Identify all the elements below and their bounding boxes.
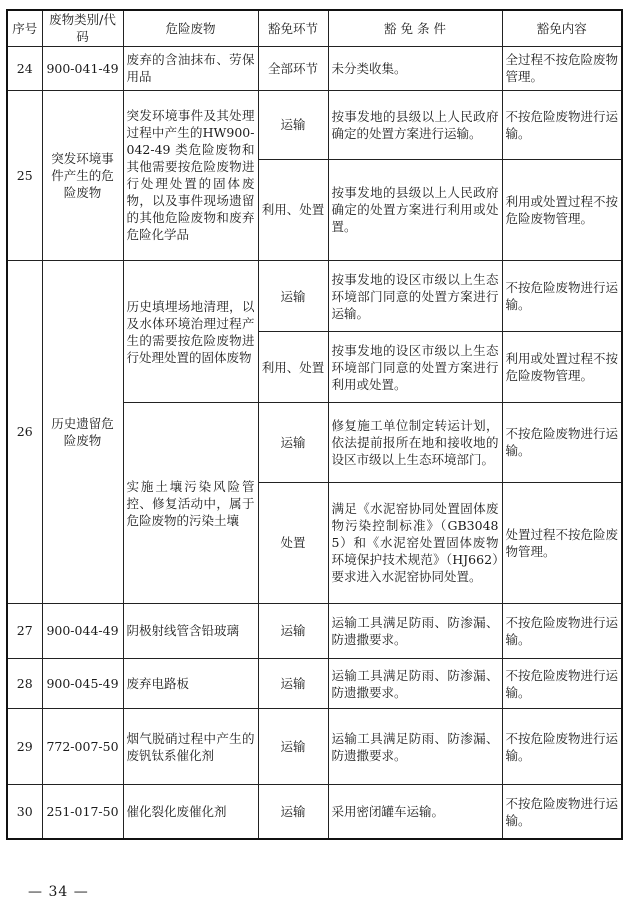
exempt-content: 不按危险废物进行运输。 bbox=[502, 709, 622, 785]
waste-name: 烟气脱硝过程中产生的废钒钛系催化剂 bbox=[123, 709, 258, 785]
exemption-table bbox=[6, 9, 623, 840]
exempt-condition: 满足《水泥窑协同处置固体废物污染控制标准》（GB30485）和《水泥窑处置固体废物环境保护技术规范》（HJ662）要求进入水泥窑协同处置。 bbox=[328, 482, 502, 603]
waste-code: 历史遗留危险废物 bbox=[42, 261, 123, 604]
exempt-condition: 运输工具满足防雨、防渗漏、防遗撒要求。 bbox=[328, 658, 502, 708]
exempt-stage: 利用、处置 bbox=[258, 159, 328, 260]
waste-code: 772-007-50 bbox=[42, 709, 123, 785]
col-header-code: 废物类别/代码 bbox=[42, 10, 123, 46]
exempt-stage: 运输 bbox=[258, 261, 328, 332]
row-no: 30 bbox=[7, 785, 42, 839]
exempt-stage: 全部环节 bbox=[258, 46, 328, 90]
waste-name: 废弃电路板 bbox=[123, 658, 258, 708]
row-no: 28 bbox=[7, 658, 42, 708]
waste-name: 历史填埋场地清理，以及水体环境治理过程产生的需要按危险废物进行处理处置的固体废物 bbox=[123, 261, 258, 403]
exempt-content: 不按危险废物进行运输。 bbox=[502, 603, 622, 658]
exempt-content: 全过程不按危险废物管理。 bbox=[502, 46, 622, 90]
exempt-stage: 运输 bbox=[258, 90, 328, 159]
exempt-content: 处置过程不按危险废物管理。 bbox=[502, 482, 622, 603]
waste-name: 阴极射线管含铅玻璃 bbox=[123, 603, 258, 658]
exempt-stage: 运输 bbox=[258, 658, 328, 708]
exempt-condition: 运输工具满足防雨、防渗漏、防遗撒要求。 bbox=[328, 709, 502, 785]
col-header-condition: 豁 免 条 件 bbox=[328, 10, 502, 46]
col-header-stage: 豁免环节 bbox=[258, 10, 328, 46]
waste-code: 900-041-49 bbox=[42, 46, 123, 90]
exempt-content: 利用或处置过程不按危险废物管理。 bbox=[502, 159, 622, 260]
exempt-stage: 利用、处置 bbox=[258, 332, 328, 403]
table-row bbox=[7, 658, 622, 708]
col-header-waste: 危险废物 bbox=[123, 10, 258, 46]
waste-code: 突发环境事件产生的危险废物 bbox=[42, 90, 123, 260]
row-no: 27 bbox=[7, 603, 42, 658]
waste-name: 突发环境事件及其处理过程中产生的HW900-042-49 类危险废物和其他需要按危险废物进行处理处置的固体废物，以及事件现场遗留的其他危险废物和废弃危险化学品 bbox=[123, 90, 258, 260]
table-row bbox=[7, 709, 622, 785]
row-no: 26 bbox=[7, 261, 42, 604]
waste-name: 催化裂化废催化剂 bbox=[123, 785, 258, 839]
row-no: 29 bbox=[7, 709, 42, 785]
exempt-stage: 运输 bbox=[258, 603, 328, 658]
exempt-content: 不按危险废物进行运输。 bbox=[502, 261, 622, 332]
exempt-condition: 未分类收集。 bbox=[328, 46, 502, 90]
header-row bbox=[7, 10, 622, 46]
row-no: 24 bbox=[7, 46, 42, 90]
exempt-content: 不按危险废物进行运输。 bbox=[502, 403, 622, 482]
waste-name: 废弃的含油抹布、劳保用品 bbox=[123, 46, 258, 90]
exempt-content: 不按危险废物进行运输。 bbox=[502, 90, 622, 159]
waste-name: 实施土壤污染风险管控、修复活动中，属于危险废物的污染土壤 bbox=[123, 403, 258, 603]
exempt-content: 不按危险废物进行运输。 bbox=[502, 785, 622, 839]
table-row bbox=[7, 603, 622, 658]
row-no: 25 bbox=[7, 90, 42, 260]
exempt-condition: 采用密闭罐车运输。 bbox=[328, 785, 502, 839]
exempt-condition: 按事发地的县级以上人民政府确定的处置方案进行利用或处置。 bbox=[328, 159, 502, 260]
col-header-no: 序号 bbox=[7, 10, 42, 46]
table-row bbox=[7, 785, 622, 839]
table-row bbox=[7, 90, 622, 159]
exempt-content: 不按危险废物进行运输。 bbox=[502, 658, 622, 708]
waste-code: 900-045-49 bbox=[42, 658, 123, 708]
exempt-condition: 按事发地的设区市级以上生态环境部门同意的处置方案进行运输。 bbox=[328, 261, 502, 332]
exempt-condition: 修复施工单位制定转运计划，依法提前报所在地和接收地的设区市级以上生态环境部门。 bbox=[328, 403, 502, 482]
col-header-content: 豁免内容 bbox=[502, 10, 622, 46]
exempt-stage: 运输 bbox=[258, 709, 328, 785]
waste-code: 900-044-49 bbox=[42, 603, 123, 658]
exempt-condition: 运输工具满足防雨、防渗漏、防遗撒要求。 bbox=[328, 603, 502, 658]
exempt-condition: 按事发地的设区市级以上生态环境部门同意的处置方案进行利用或处置。 bbox=[328, 332, 502, 403]
page-number: — 34 — bbox=[28, 884, 89, 900]
exempt-content: 利用或处置过程不按危险废物管理。 bbox=[502, 332, 622, 403]
table-row bbox=[7, 46, 622, 90]
exempt-stage: 处置 bbox=[258, 482, 328, 603]
exempt-condition: 按事发地的县级以上人民政府确定的处置方案进行运输。 bbox=[328, 90, 502, 159]
exempt-stage: 运输 bbox=[258, 785, 328, 839]
table-row bbox=[7, 261, 622, 332]
exempt-stage: 运输 bbox=[258, 403, 328, 482]
waste-code: 251-017-50 bbox=[42, 785, 123, 839]
